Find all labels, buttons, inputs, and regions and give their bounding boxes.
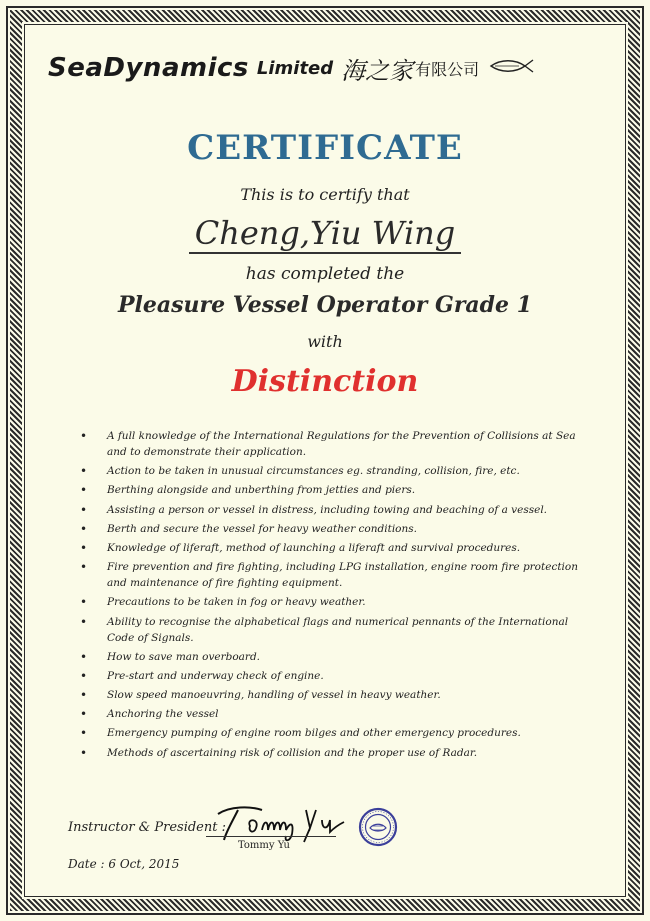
brand-name: SeaDynamics	[48, 53, 249, 83]
course-name: Pleasure Vessel Operator Grade 1	[117, 292, 533, 318]
company-header	[48, 48, 608, 88]
signature-line	[206, 836, 336, 837]
list-item: • Methods of ascertaining risk of collision and the proper use of Radar.	[80, 745, 580, 761]
list-item: • Assisting a person or vessel in distress, including towing and beaching of a vessel.	[80, 502, 580, 518]
list-item: • Berth and secure the vessel for heavy weather conditions.	[80, 521, 580, 537]
issue-date: Date : 6 Oct, 2015	[68, 857, 180, 871]
list-item: • A full knowledge of the International Regulations for the Prevention of Collisions at Sea and to demonstrate their application.	[80, 428, 580, 460]
fish-logo-icon	[489, 57, 535, 79]
brand-chinese-suffix: 有限公司	[415, 59, 480, 79]
brand-chinese-name: 海之家	[341, 56, 414, 85]
completed-line: has completed the	[245, 264, 405, 284]
competency-list	[80, 428, 580, 764]
certificate-title: CERTIFICATE	[187, 128, 463, 168]
company-seal-icon	[358, 807, 398, 851]
grade-distinction: Distinction	[231, 364, 419, 399]
list-item: • How to save man overboard.	[80, 649, 580, 665]
list-item: • Fire prevention and fire fighting, including LPG installation, engine room fire protection and maintenance of fire fighting equipment.	[80, 559, 580, 591]
list-item: • Anchoring the vessel	[80, 706, 580, 722]
printed-signatory-name: Tommy Yu	[238, 840, 290, 851]
recipient-name-wrapper	[0, 214, 650, 252]
list-item: • Berthing alongside and unberthing from jetties and piers.	[80, 482, 580, 498]
list-item: • Pre-start and underway check of engine.	[80, 668, 580, 684]
brand-limited: Limited	[256, 57, 334, 79]
list-item: • Slow speed manoeuvring, handling of vessel in heavy weather.	[80, 687, 580, 703]
recipient-name: Cheng,Yiu Wing	[189, 214, 462, 254]
certify-line: This is to certify that	[240, 185, 410, 204]
list-item: • Action to be taken in unusual circumstances eg. stranding, collision, fire, etc.	[80, 463, 580, 479]
list-item: • Ability to recognise the alphabetical flags and numerical pennants of the International Code of Signals.	[80, 614, 580, 646]
list-item: • Emergency pumping of engine room bilges and other emergency procedures.	[80, 725, 580, 741]
list-item: • Knowledge of liferaft, method of launching a liferaft and survival procedures.	[80, 540, 580, 556]
with-line: with	[307, 332, 343, 351]
signatory-label: Instructor & President :	[68, 820, 226, 835]
list-item: • Precautions to be taken in fog or heavy weather.	[80, 594, 580, 610]
